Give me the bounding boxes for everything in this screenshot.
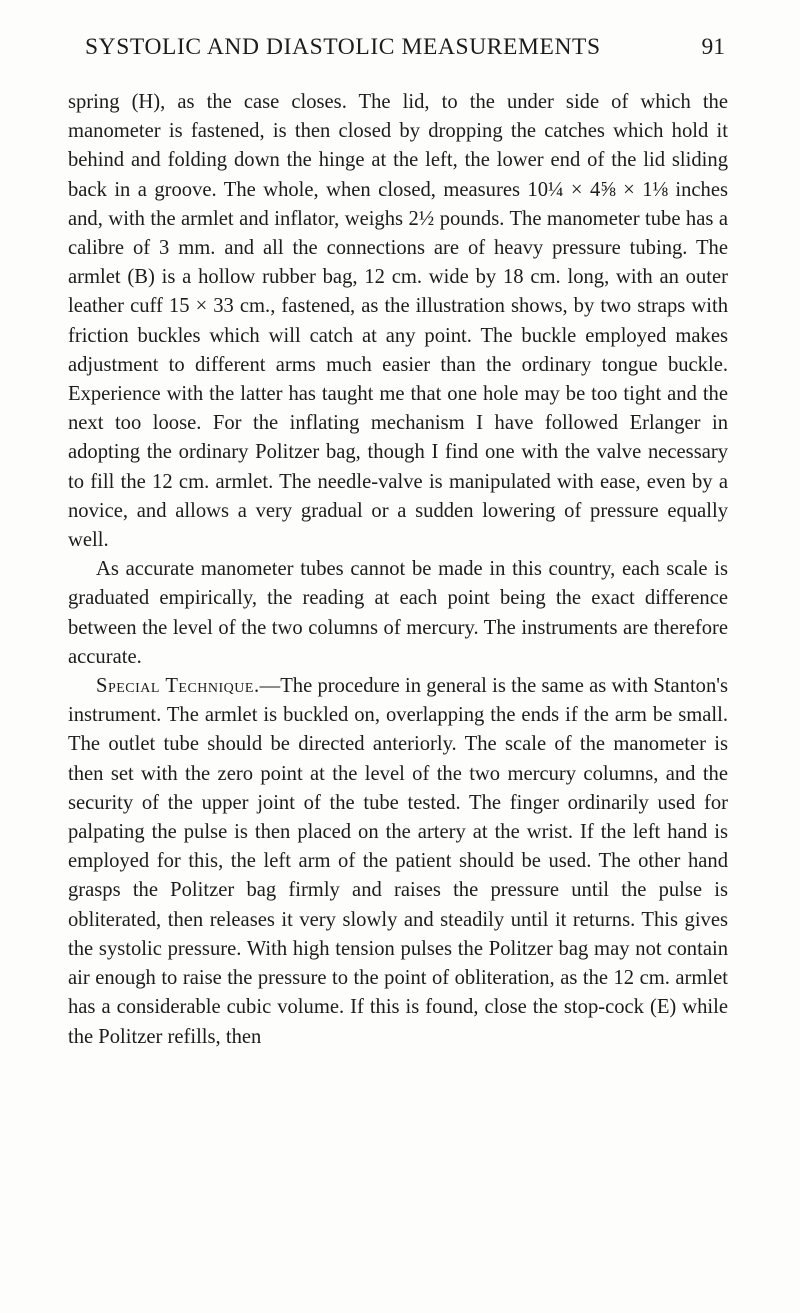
paragraph-3-text: —The procedure in general is the same as with Stanton's instrument. The armlet is buckled on, overlapping the ends if the arm be small. The outlet tube should be directed anteriorly. The scale of the manometer is then set with the zero point at the level of the two mercury columns, and the security of the upper joint of the tube tested. The finger ordinarily used for palpating the pulse is then placed on the artery at the wrist. If the left hand is employed for this, the left arm of the patient should be used. The other hand grasps the Politzer bag firmly and raises the pressure until the pulse is obliterated, then releases it very slowly and steadily until it returns. This gives the systolic pressure. With high tension pulses the Politzer bag may not contain air enough to raise the pressure to the point of obliteration, as the 12 cm. armlet has a considerable cubic volume. If this is found, close the stop-cock (E) while the Politzer refills, then (68, 675, 728, 1048)
paragraph-3 (68, 672, 728, 1052)
paragraph-2: As accurate manometer tubes cannot be made in this country, each scale is graduated empirically, the reading at each point being the exact difference between the level of the two columns of mercury. The instruments are therefore accurate. (68, 558, 728, 668)
section-heading: Special Technique. (96, 675, 260, 698)
body-text (68, 88, 728, 1052)
running-head-title: SYSTOLIC AND DIASTOLIC MEASUREMENTS (85, 34, 601, 60)
paragraph-1: spring (H), as the case closes. The lid, to the under side of which the manometer is fastened, is then closed by dropping the catches which hold it behind and folding down the hinge at the left, the lower end of the lid sliding back in a groove. The whole, when closed, measures 10¼ × 4⅝ × 1⅛ inches and, with the armlet and inflator, weighs 2½ pounds. The manometer tube has a calibre of 3 mm. and all the connections are of heavy pressure tubing. The armlet (B) is a hollow rubber bag, 12 cm. wide by 18 cm. long, with an outer leather cuff 15 × 33 cm., fastened, as the illustration shows, by two straps with friction buckles which will catch at any point. The buckle employed makes adjustment to different arms much easier than the ordinary tongue buckle. Experience with the latter has taught me that one hole may be too tight and the next too loose. For the inflating mechanism I have followed Erlanger in adopting the ordinary Politzer bag, though I find one with the valve necessary to fill the 12 cm. armlet. The needle-valve is manipulated with ease, even by a novice, and allows a very gradual or a sudden lowering of pressure equally well. (68, 91, 728, 552)
page-number: 91 (701, 34, 725, 60)
running-head (85, 34, 725, 61)
